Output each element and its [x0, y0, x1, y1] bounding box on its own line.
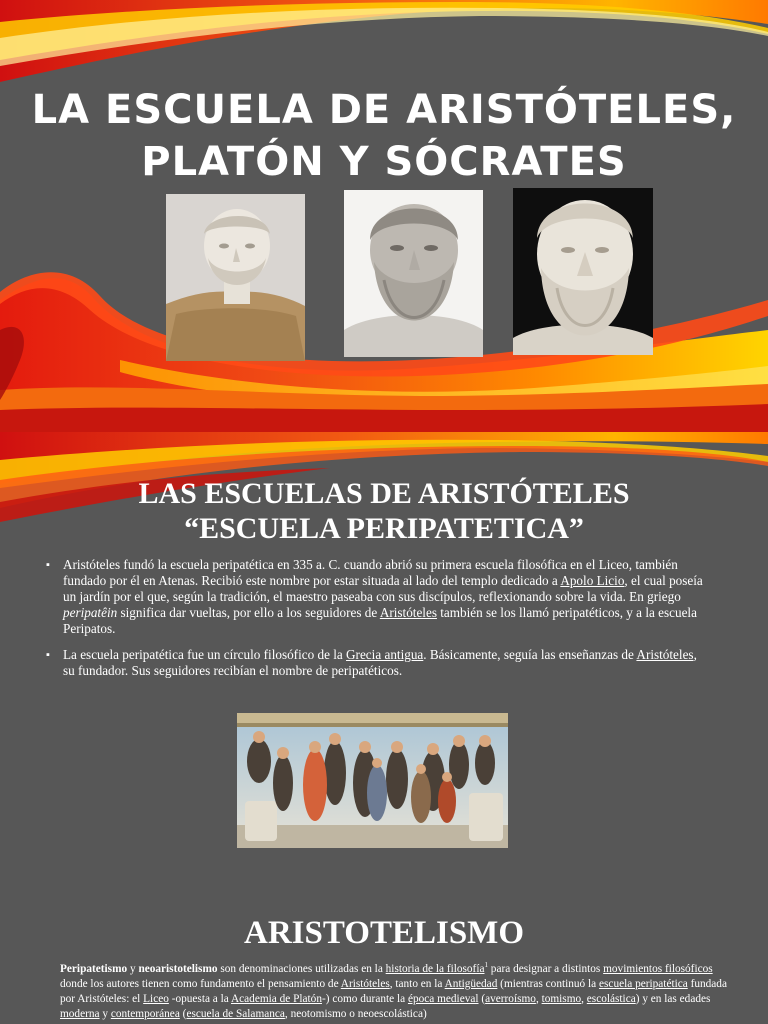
bullet-item-2: ▪ La escuela peripatética fue un círculo filosófico de la Grecia antigua. Básicamente, seguía las enseñanzas de Aristóteles, su fundador. Sus seguidores recibían el nombre de peripatéticos. — [46, 647, 706, 679]
aristotelismo-title: ARISTOTELISMO — [244, 915, 524, 951]
link-aristoteles-3[interactable]: Aristóteles — [340, 977, 390, 990]
slide-2-title-line-1: LAS ESCUELAS DE ARISTÓTELES — [138, 477, 630, 510]
slide-1-title-line-2: PLATÓN Y SÓCRATES — [141, 139, 627, 185]
link-liceo[interactable]: Liceo — [143, 992, 169, 1005]
school-of-aristotle-painting — [237, 713, 508, 848]
link-escolastica[interactable]: escolástica — [586, 992, 636, 1005]
slide-1-title-line-1: LA ESCUELA DE ARISTÓTELES, — [31, 87, 737, 133]
link-antiguedad[interactable]: Antigüedad — [444, 977, 498, 990]
link-historia-filosofia[interactable]: historia de la filosofía — [385, 962, 485, 975]
socrates-bust-image — [513, 188, 653, 355]
link-escuela-salamanca[interactable]: escuela de Salamanca — [186, 1007, 285, 1020]
link-averroismo[interactable]: averroísmo — [485, 992, 536, 1005]
aristotelismo-paragraph: Peripatetismo y neoaristotelismo son denominaciones utilizadas en la historia de la filosofía$^1$ para designar a distintos movimientos filosóficos donde los autores tienen como fundamento el pensamiento de Aristóteles, tanto en la Antigüedad (mientras continuó la escuela peripatética fundada por Aristóteles: el Liceo -opuesta a la Academia de Platón-) como durante la época medieval (averroísmo, tomismo, escolástica) y en las edades moderna y contemporánea (escuela de Salamanca, neotomismo o neoescolástica) — [60, 961, 727, 1020]
link-aristoteles-2[interactable]: Aristóteles — [636, 647, 694, 662]
slide-2-title — [0, 476, 768, 546]
bullet-list — [46, 557, 706, 689]
slide-2-title-line-2: “ESCUELA PERIPATETICA” — [184, 512, 584, 545]
link-epoca-medieval[interactable]: época medieval — [407, 992, 479, 1005]
slide-2 — [0, 432, 768, 1024]
slide-1 — [0, 0, 768, 432]
plato-bust-image — [344, 190, 483, 357]
link-escuela-peripatetica[interactable]: escuela peripatética — [599, 977, 688, 990]
link-apolo-licio[interactable]: Apolo Licio — [560, 573, 625, 588]
link-moderna[interactable]: moderna — [60, 1007, 100, 1020]
link-grecia-antigua[interactable]: Grecia antigua — [346, 647, 424, 662]
link-movimientos-filosoficos[interactable]: movimientos filosóficos — [603, 962, 713, 975]
link-aristoteles[interactable]: Aristóteles — [379, 605, 437, 620]
slide-1-title — [0, 84, 768, 188]
link-tomismo[interactable]: tomismo — [541, 992, 582, 1005]
bullet-item-1: ▪ Aristóteles fundó la escuela peripatética en 335 a. C. cuando abrió su primera escuela filosófica en el Liceo, también fundado por él en Atenas. Recibió este nombre por estar situada al lado del templo dedicado a Apolo Licio, el cual poseía un jardín por el que, según la tradición, el maestro paseaba con sus discípulos, reflexionando sobre la vida. En griego peripatêin significa dar vueltas, por ello a los seguidores de Aristóteles también se los llamó peripatéticos, y a la escuela Peripatos. — [46, 557, 706, 637]
footnote-ref[interactable]: 1 — [484, 961, 488, 969]
link-contemporanea[interactable]: contemporánea — [110, 1007, 180, 1020]
aristotle-bust-image — [166, 194, 305, 361]
link-academia-platon[interactable]: Academia de Platón — [231, 992, 322, 1005]
